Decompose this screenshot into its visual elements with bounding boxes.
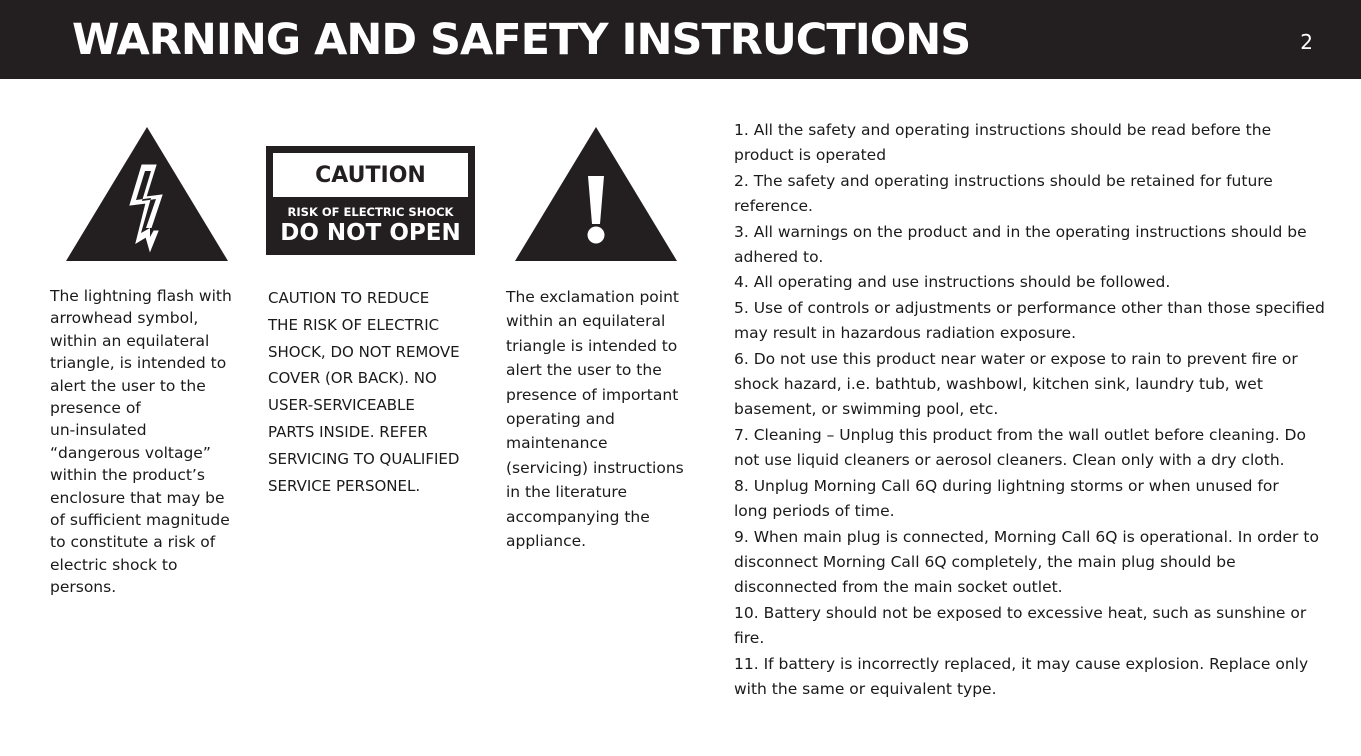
text-line: un-insulated <box>50 421 147 440</box>
text-line: The lightning flash with <box>50 287 232 305</box>
instruction-line: 2. The safety and operating instructions should be retained for future <box>734 171 1273 190</box>
instruction-line: long periods of time. <box>734 502 895 521</box>
text-line: The exclamation point <box>506 288 679 306</box>
caution-label-do-not-open: DO NOT OPEN <box>280 220 461 246</box>
header-bar <box>0 0 1361 79</box>
instruction-line: not use liquid cleaners or aerosol cleaners. Clean only with a dry cloth. <box>734 451 1285 470</box>
instruction-line: 3. All warnings on the product and in the operating instructions should be <box>734 222 1307 241</box>
text-line: enclosure that may be <box>50 488 225 507</box>
caution-explanation <box>268 285 460 499</box>
instruction-line: 6. Do not use this product near water or expose to rain to prevent fire or <box>734 349 1298 368</box>
caution-label <box>266 146 475 255</box>
instruction-line: 7. Cleaning – Unplug this product from the wall outlet before cleaning. Do <box>734 425 1306 444</box>
page-title: WARNING AND SAFETY INSTRUCTIONS <box>72 15 971 65</box>
text-line: “dangerous voltage” <box>50 443 211 462</box>
instruction-line: adhered to. <box>734 248 824 267</box>
instruction-line: basement, or swimming pool, etc. <box>734 400 999 419</box>
text-line: (servicing) instructions <box>506 458 684 477</box>
instruction-line: 10. Battery should not be exposed to excessive heat, such as sunshine or <box>734 603 1307 622</box>
text-line: SHOCK, DO NOT REMOVE <box>268 342 460 361</box>
lightning-warning-icon <box>66 127 228 261</box>
text-line: persons. <box>50 578 117 597</box>
text-line: SERVICE PERSONEL. <box>268 476 421 495</box>
page-number: 2 <box>1300 30 1313 54</box>
instruction-line: 5. Use of controls or adjustments or performance other than those specified <box>734 298 1325 317</box>
text-line: arrowhead symbol, <box>50 309 199 328</box>
text-line: electric shock to <box>50 555 178 574</box>
instruction-line: with the same or equivalent type. <box>734 679 997 698</box>
instruction-line: reference. <box>734 197 813 216</box>
instruction-line: may result in hazardous radiation exposure. <box>734 324 1077 343</box>
instruction-line: product is operated <box>734 146 887 165</box>
text-line: within the product’s <box>50 466 205 485</box>
text-line: PARTS INSIDE. REFER <box>268 422 428 441</box>
text-line: to constitute a risk of <box>50 533 216 552</box>
text-line: SERVICING TO QUALIFIED <box>268 449 460 468</box>
instruction-line: disconnect Morning Call 6Q completely, the main plug should be <box>734 552 1236 571</box>
instruction-line: shock hazard, i.e. bathtub, washbowl, kitchen sink, laundry tub, wet <box>734 375 1263 394</box>
text-line: within an equilateral <box>506 312 666 331</box>
instruction-line: 11. If battery is incorrectly replaced, it may cause explosion. Replace only <box>734 654 1309 673</box>
text-line: USER-SERVICEABLE <box>268 396 415 415</box>
text-line: triangle is intended to <box>506 336 678 355</box>
text-line: THE RISK OF ELECTRIC <box>268 315 440 334</box>
text-line: of sufficient magnitude <box>50 511 230 530</box>
text-line: presence of <box>50 399 141 418</box>
text-line: presence of important <box>506 385 679 404</box>
text-line: accompanying the <box>506 507 650 526</box>
text-line: CAUTION TO REDUCE <box>268 289 430 307</box>
lightning-explanation <box>50 285 232 599</box>
text-line: in the literature <box>506 483 627 502</box>
instruction-line: 8. Unplug Morning Call 6Q during lightning storms or when unused for <box>734 476 1279 495</box>
text-line: within an equilateral <box>50 331 210 350</box>
text-line: alert the user to the <box>50 376 206 395</box>
caution-label-title: CAUTION <box>273 153 468 197</box>
caution-label-risk: RISK OF ELECTRIC SHOCK <box>287 205 454 219</box>
instruction-line: 1. All the safety and operating instructions should be read before the <box>734 121 1272 139</box>
instruction-line: disconnected from the main socket outlet. <box>734 578 1063 597</box>
exclamation-warning-icon <box>515 127 677 261</box>
text-line: alert the user to the <box>506 361 662 380</box>
instruction-line: 9. When main plug is connected, Morning Call 6Q is operational. In order to <box>734 527 1319 546</box>
text-line: maintenance <box>506 434 608 453</box>
text-line: triangle, is intended to <box>50 354 227 373</box>
text-line: COVER (OR BACK). NO <box>268 369 437 388</box>
text-line: operating and <box>506 410 615 429</box>
text-line: appliance. <box>506 532 587 551</box>
exclamation-explanation <box>506 285 684 553</box>
safety-instructions-list <box>734 118 1325 702</box>
instruction-line: fire. <box>734 629 765 648</box>
instruction-line: 4. All operating and use instructions should be followed. <box>734 273 1171 292</box>
